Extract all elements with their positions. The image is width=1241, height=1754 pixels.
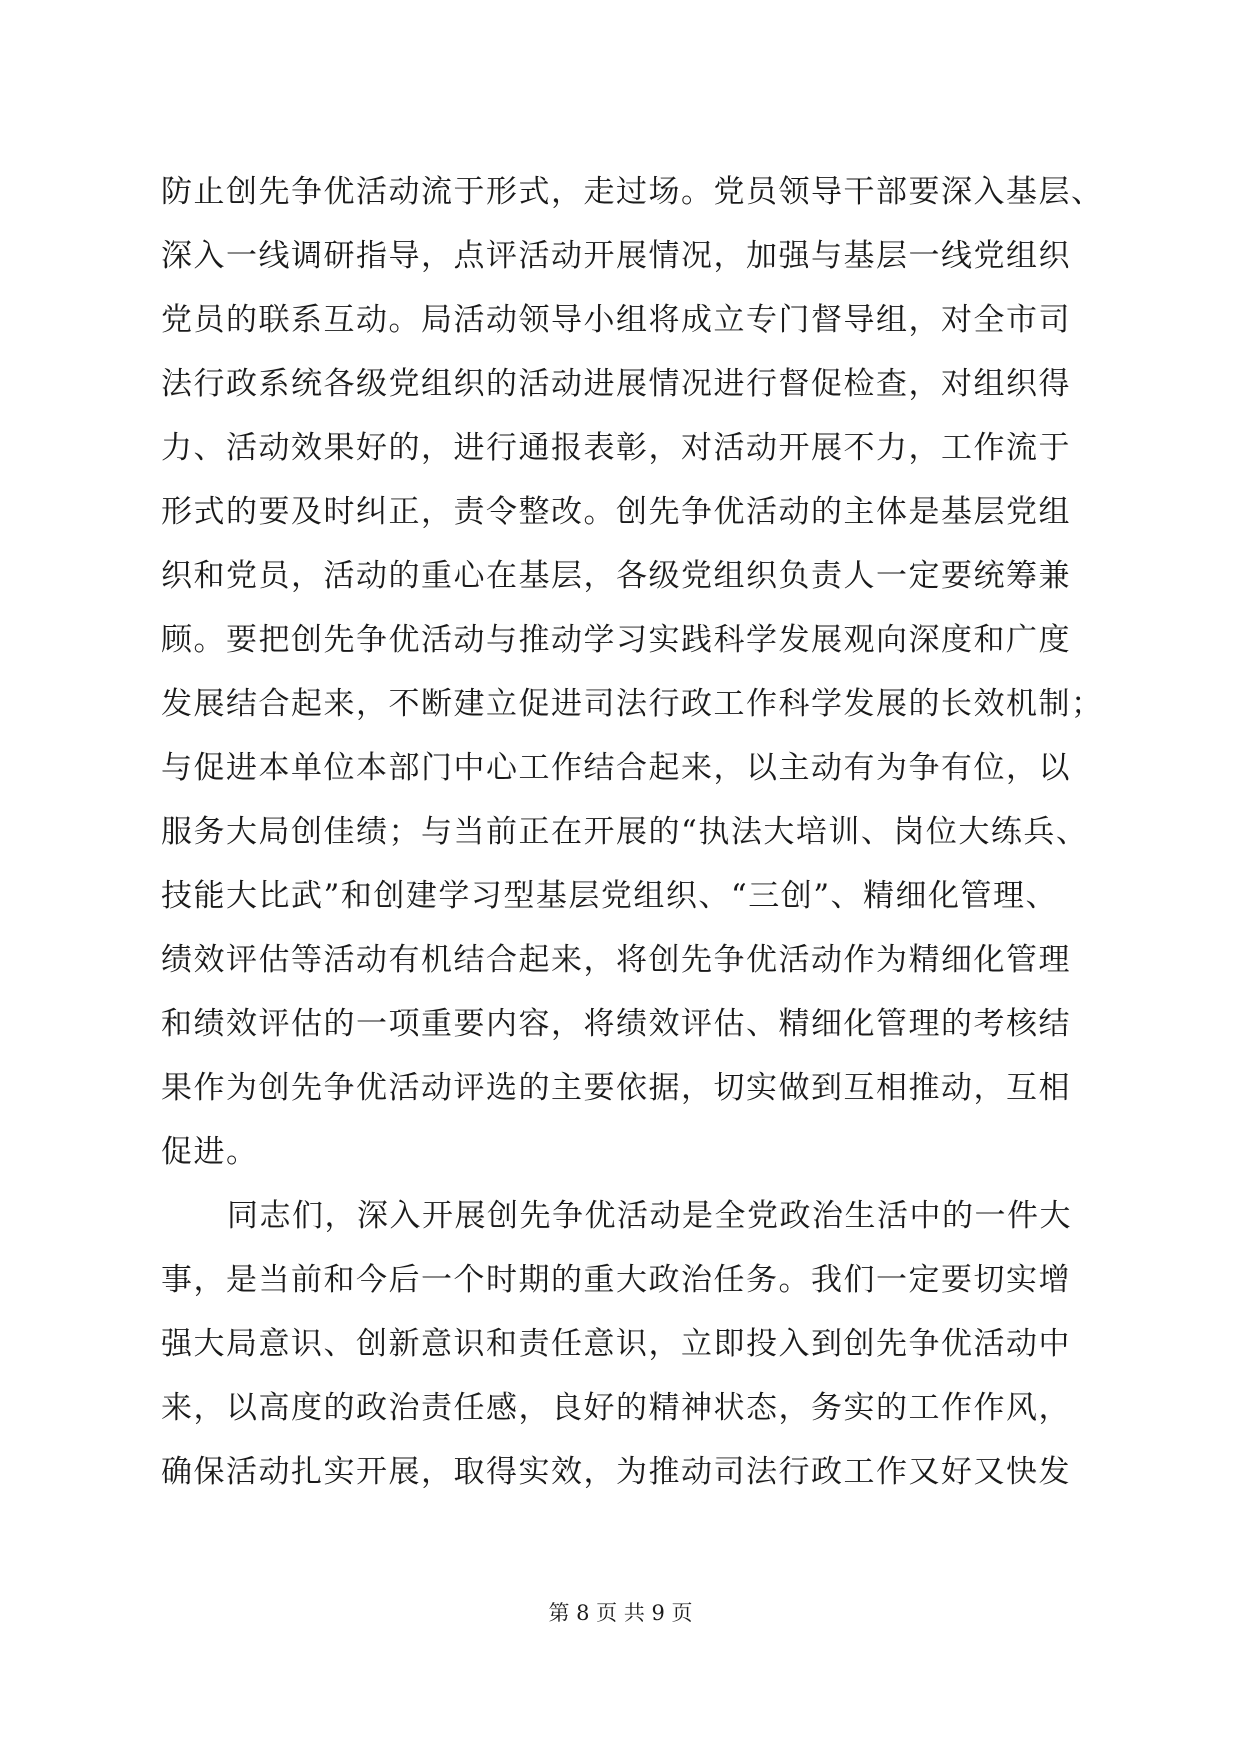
text-line: 事，是当前和今后一个时期的重大政治任务。我们一定要切实增 <box>161 1262 1071 1298</box>
paragraph-1 <box>161 160 1104 1184</box>
text-line: 党员的联系互动。局活动领导小组将成立专门督导组，对全市司 <box>161 302 1071 338</box>
text-line: 力、活动效果好的，进行通报表彰，对活动开展不力，工作流于 <box>161 430 1071 466</box>
text-line: 绩效评估等活动有机结合起来，将创先争优活动作为精细化管理 <box>161 942 1071 978</box>
text-line: 形式的要及时纠正，责令整改。创先争优活动的主体是基层党组 <box>161 494 1071 530</box>
text-line: 同志们，深入开展创先争优活动是全党政治生活中的一件大 <box>227 1198 1072 1234</box>
text-line: 技能大比武”和创建学习型基层党组织、“三创”、精细化管理、 <box>161 878 1059 914</box>
text-line: 确保活动扎实开展，取得实效，为推动司法行政工作又好又快发 <box>161 1454 1071 1490</box>
text-line: 防止创先争优活动流于形式，走过场。党员领导干部要深入基层、 <box>161 174 1104 210</box>
text-line: 法行政系统各级党组织的活动进展情况进行督促检查，对组织得 <box>161 366 1071 402</box>
document-body <box>161 160 1104 1504</box>
text-line: 顾。要把创先争优活动与推动学习实践科学发展观向深度和广度 <box>161 622 1071 658</box>
text-line: 深入一线调研指导，点评活动开展情况，加强与基层一线党组织 <box>161 238 1071 274</box>
text-line: 促进。 <box>161 1134 259 1170</box>
text-line: 和绩效评估的一项重要内容，将绩效评估、精细化管理的考核结 <box>161 1006 1071 1042</box>
text-line: 强大局意识、创新意识和责任意识，立即投入到创先争优活动中 <box>161 1326 1071 1362</box>
text-line: 织和党员，活动的重心在基层，各级党组织负责人一定要统筹兼 <box>161 558 1071 594</box>
text-line: 果作为创先争优活动评选的主要依据，切实做到互相推动，互相 <box>161 1070 1071 1106</box>
text-line: 发展结合起来，不断建立促进司法行政工作科学发展的长效机制； <box>161 686 1104 722</box>
text-line: 来，以高度的政治责任感，良好的精神状态，务实的工作作风， <box>161 1390 1071 1426</box>
text-line: 与促进本单位本部门中心工作结合起来，以主动有为争有位，以 <box>161 750 1071 786</box>
text-line: 服务大局创佳绩；与当前正在开展的“执法大培训、岗位大练兵、 <box>161 814 1089 850</box>
paragraph-2 <box>161 1184 1081 1504</box>
page-number-footer: 第 8 页 共 9 页 <box>548 1601 693 1625</box>
